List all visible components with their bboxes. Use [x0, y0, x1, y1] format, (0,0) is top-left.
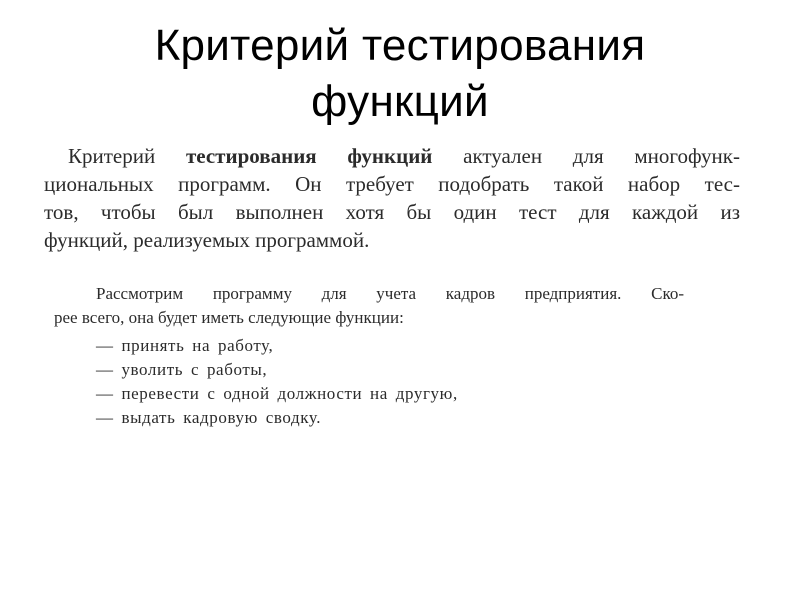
function-list-item-hire: — принять на работу, [96, 336, 274, 355]
term-function-testing: тестирования функций [185, 144, 433, 168]
slide-title [80, 18, 720, 130]
paragraph-1-line-4: функций, реализуемых программой. [44, 228, 370, 252]
paragraph-1-line-1 [44, 142, 740, 170]
function-list-item-dismiss: — уволить с работы, [96, 360, 268, 379]
function-list [96, 334, 458, 430]
paragraph-example-intro [54, 282, 684, 330]
paragraph-1-line-3: тов, чтобы был выполнен хотя бы один тест для каждой из [44, 200, 740, 224]
paragraph-1-line-2: циональных программ. Он требует подобрать такой набор тес- [44, 172, 740, 196]
paragraph-2-line-2: рее всего, она будет иметь следующие функции: [54, 308, 404, 327]
function-list-item-report: — выдать кадровую сводку. [96, 408, 322, 427]
slide-title-line-1: Критерий тестирования [154, 21, 646, 70]
paragraph-1-line-1-end: актуален для многофунк- [432, 144, 740, 168]
paragraph-criterion-definition [44, 142, 740, 254]
function-list-item-transfer: — перевести с одной должности на другую, [96, 384, 458, 403]
paragraph-1-line-1-start: Критерий [68, 144, 186, 168]
paragraph-2-line-1: Рассмотрим программу для учета кадров предприятия. Ско- [96, 284, 684, 303]
slide-title-line-2: функций [311, 77, 489, 126]
